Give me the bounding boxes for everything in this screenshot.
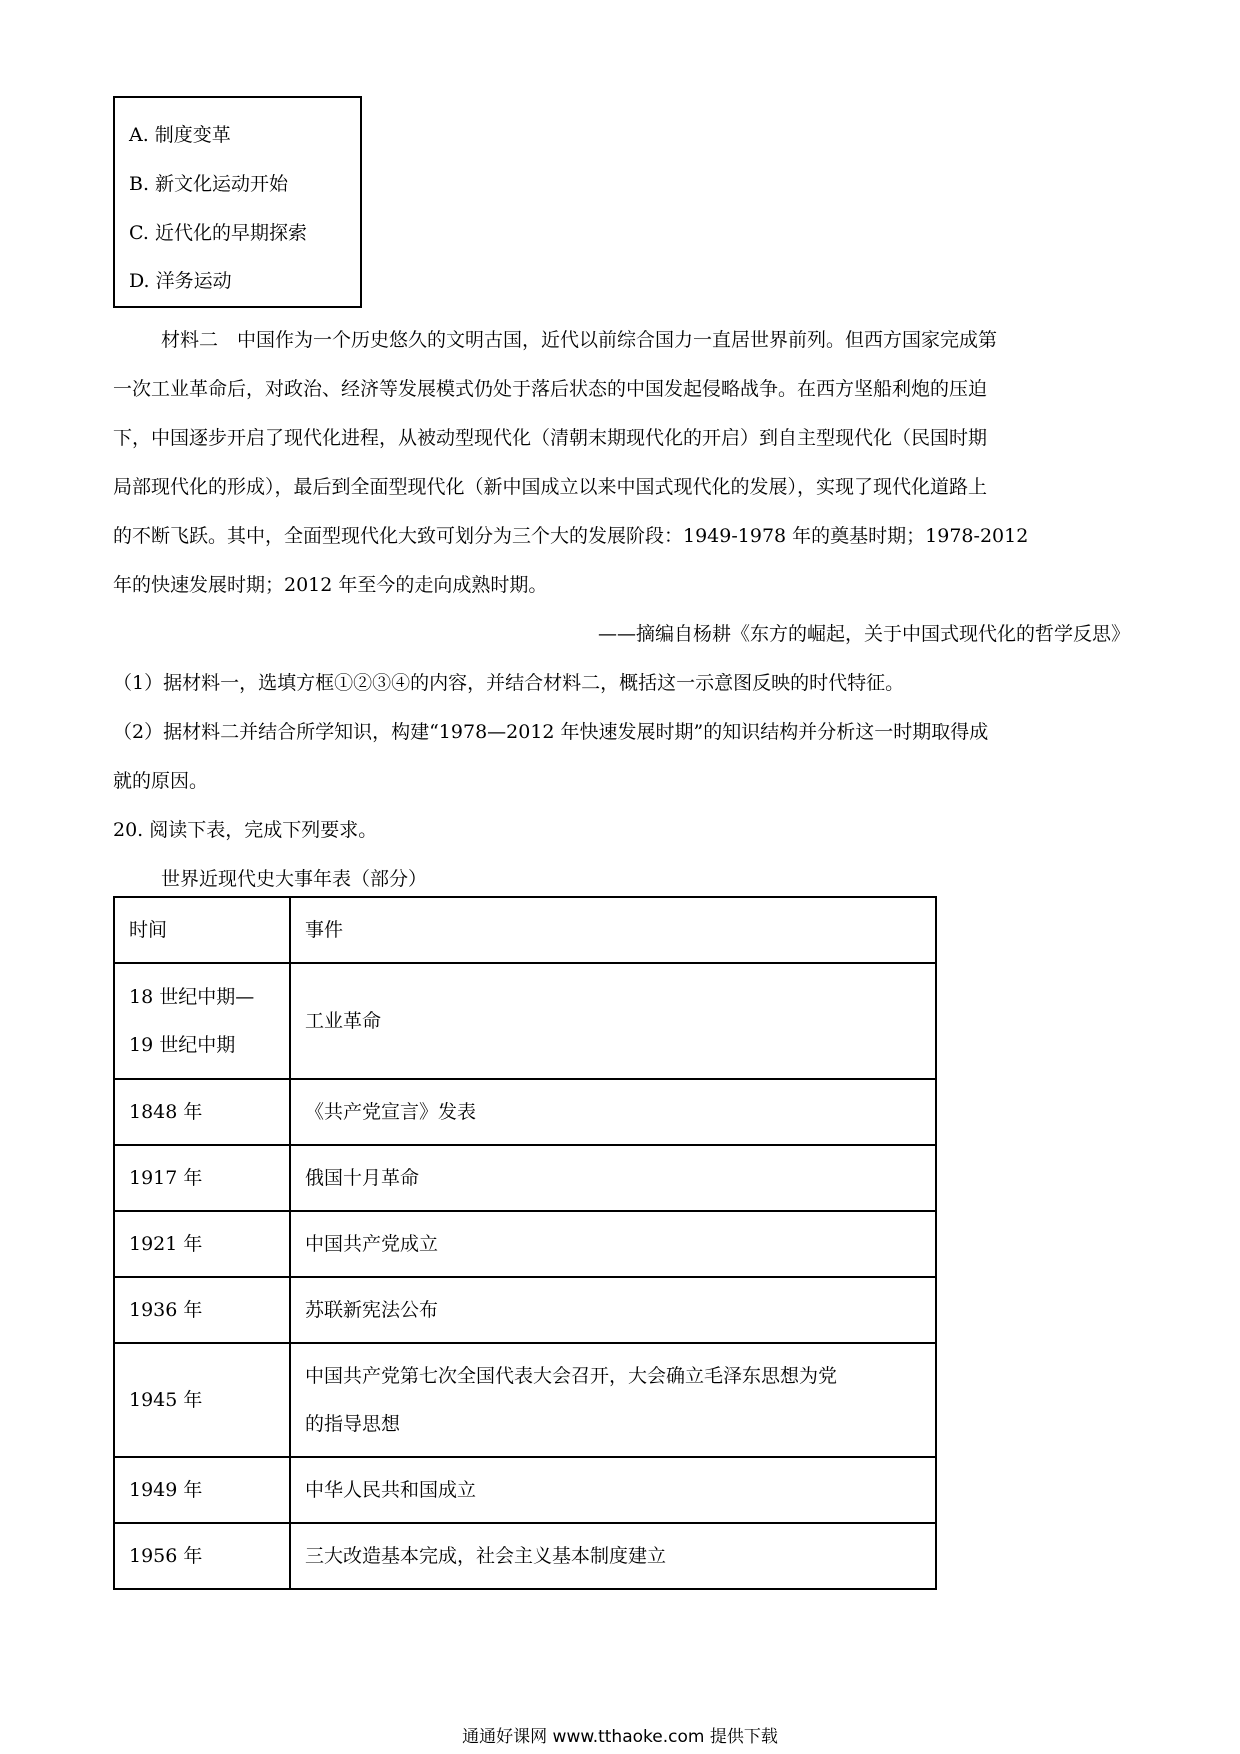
cell-event xyxy=(290,1211,936,1277)
time-text-line: 1945 年 xyxy=(129,1389,203,1411)
footer: 通通好课网 www.tthaoke.com 提供下载 xyxy=(462,1727,778,1747)
material2-line-3: 下，中国逐步开启了现代化进程，从被动型现代化（清朝末期现代化的开启）到自主型现代化（民国时期 xyxy=(113,427,988,449)
cell-event xyxy=(290,963,936,1079)
event-text-line: 工业革命 xyxy=(305,1010,382,1032)
table-header-row xyxy=(114,897,936,963)
options-box xyxy=(113,96,362,308)
time-text-line: 1921 年 xyxy=(129,1233,203,1255)
material2-line-2: 一次工业革命后，对政治、经济等发展模式仍处于落后状态的中国发起侵略战争。在西方坚船利炮的压迫 xyxy=(113,378,988,400)
table-row xyxy=(114,1079,936,1145)
event-text-line: 苏联新宪法公布 xyxy=(305,1299,439,1321)
time-text-line: 1949 年 xyxy=(129,1479,203,1501)
question-20-prompt: 20. 阅读下表，完成下列要求。 xyxy=(113,819,378,841)
option-d: D. 洋务运动 xyxy=(129,270,232,292)
time-text-line: 1848 年 xyxy=(129,1101,203,1123)
cell-event xyxy=(290,1523,936,1589)
material2-source: ——摘编自杨耕《东方的崛起，关于中国式现代化的哲学反思》 xyxy=(597,623,1130,645)
option-a: A. 制度变革 xyxy=(129,124,231,146)
event-text-line: 《共产党宣言》发表 xyxy=(305,1101,477,1123)
table-row xyxy=(114,1211,936,1277)
cell-event xyxy=(290,1343,936,1457)
event-text-line: 的指导思想 xyxy=(305,1413,401,1435)
option-b: B. 新文化运动开始 xyxy=(129,173,289,195)
table-title: 世界近现代史大事年表（部分） xyxy=(161,868,428,890)
cell-event xyxy=(290,1079,936,1145)
material2-line-5: 的不断飞跃。其中，全面型现代化大致可划分为三个大的发展阶段：1949-1978 年的奠基时期；1978-2012 xyxy=(113,525,1029,547)
material2-line-1: 材料二 中国作为一个历史悠久的文明古国，近代以前综合国力一直居世界前列。但西方国家完成第 xyxy=(161,329,998,351)
question-1: （1）据材料一，选填方框①②③④的内容，并结合材料二，概括这一示意图反映的时代特征。 xyxy=(113,672,905,694)
option-c: C. 近代化的早期探索 xyxy=(129,222,307,244)
table-row xyxy=(114,1145,936,1211)
time-text-line: 18 世纪中期— xyxy=(129,986,255,1008)
cell-event xyxy=(290,1145,936,1211)
cell-time xyxy=(114,1079,290,1145)
event-text-line: 中国共产党成立 xyxy=(305,1233,439,1255)
time-text-line: 1956 年 xyxy=(129,1545,203,1567)
material2-line-6: 年的快速发展时期；2012 年至今的走向成熟时期。 xyxy=(113,574,548,596)
material2-line-4: 局部现代化的形成），最后到全面型现代化（新中国成立以来中国式现代化的发展），实现了现代化道路上 xyxy=(113,476,988,498)
cell-event xyxy=(290,1277,936,1343)
question-2-line-2: 就的原因。 xyxy=(113,770,209,792)
cell-time xyxy=(114,1145,290,1211)
cell-time xyxy=(114,1523,290,1589)
cell-time xyxy=(114,1277,290,1343)
events-table xyxy=(113,896,937,1590)
question-2-line-1: （2）据材料二并结合所学知识，构建“1978—2012 年快速发展时期”的知识结构并分析这一时期取得成 xyxy=(113,721,989,743)
table-row xyxy=(114,1457,936,1523)
cell-time xyxy=(114,1343,290,1457)
table-row xyxy=(114,963,936,1079)
time-text-line: 1936 年 xyxy=(129,1299,203,1321)
event-text-line: 三大改造基本完成，社会主义基本制度建立 xyxy=(305,1545,667,1567)
event-text-line: 俄国十月革命 xyxy=(305,1167,420,1189)
table-row xyxy=(114,1277,936,1343)
table-row xyxy=(114,1523,936,1589)
event-text-line: 中国共产党第七次全国代表大会召开，大会确立毛泽东思想为党 xyxy=(305,1365,838,1387)
cell-event xyxy=(290,1457,936,1523)
table-row xyxy=(114,1343,936,1457)
cell-time xyxy=(114,963,290,1079)
event-text-line: 中华人民共和国成立 xyxy=(305,1479,477,1501)
header-event: 事件 xyxy=(290,897,936,963)
cell-time xyxy=(114,1457,290,1523)
cell-time xyxy=(114,1211,290,1277)
time-text-line: 1917 年 xyxy=(129,1167,203,1189)
time-text-line: 19 世纪中期 xyxy=(129,1034,236,1056)
header-time: 时间 xyxy=(114,897,290,963)
